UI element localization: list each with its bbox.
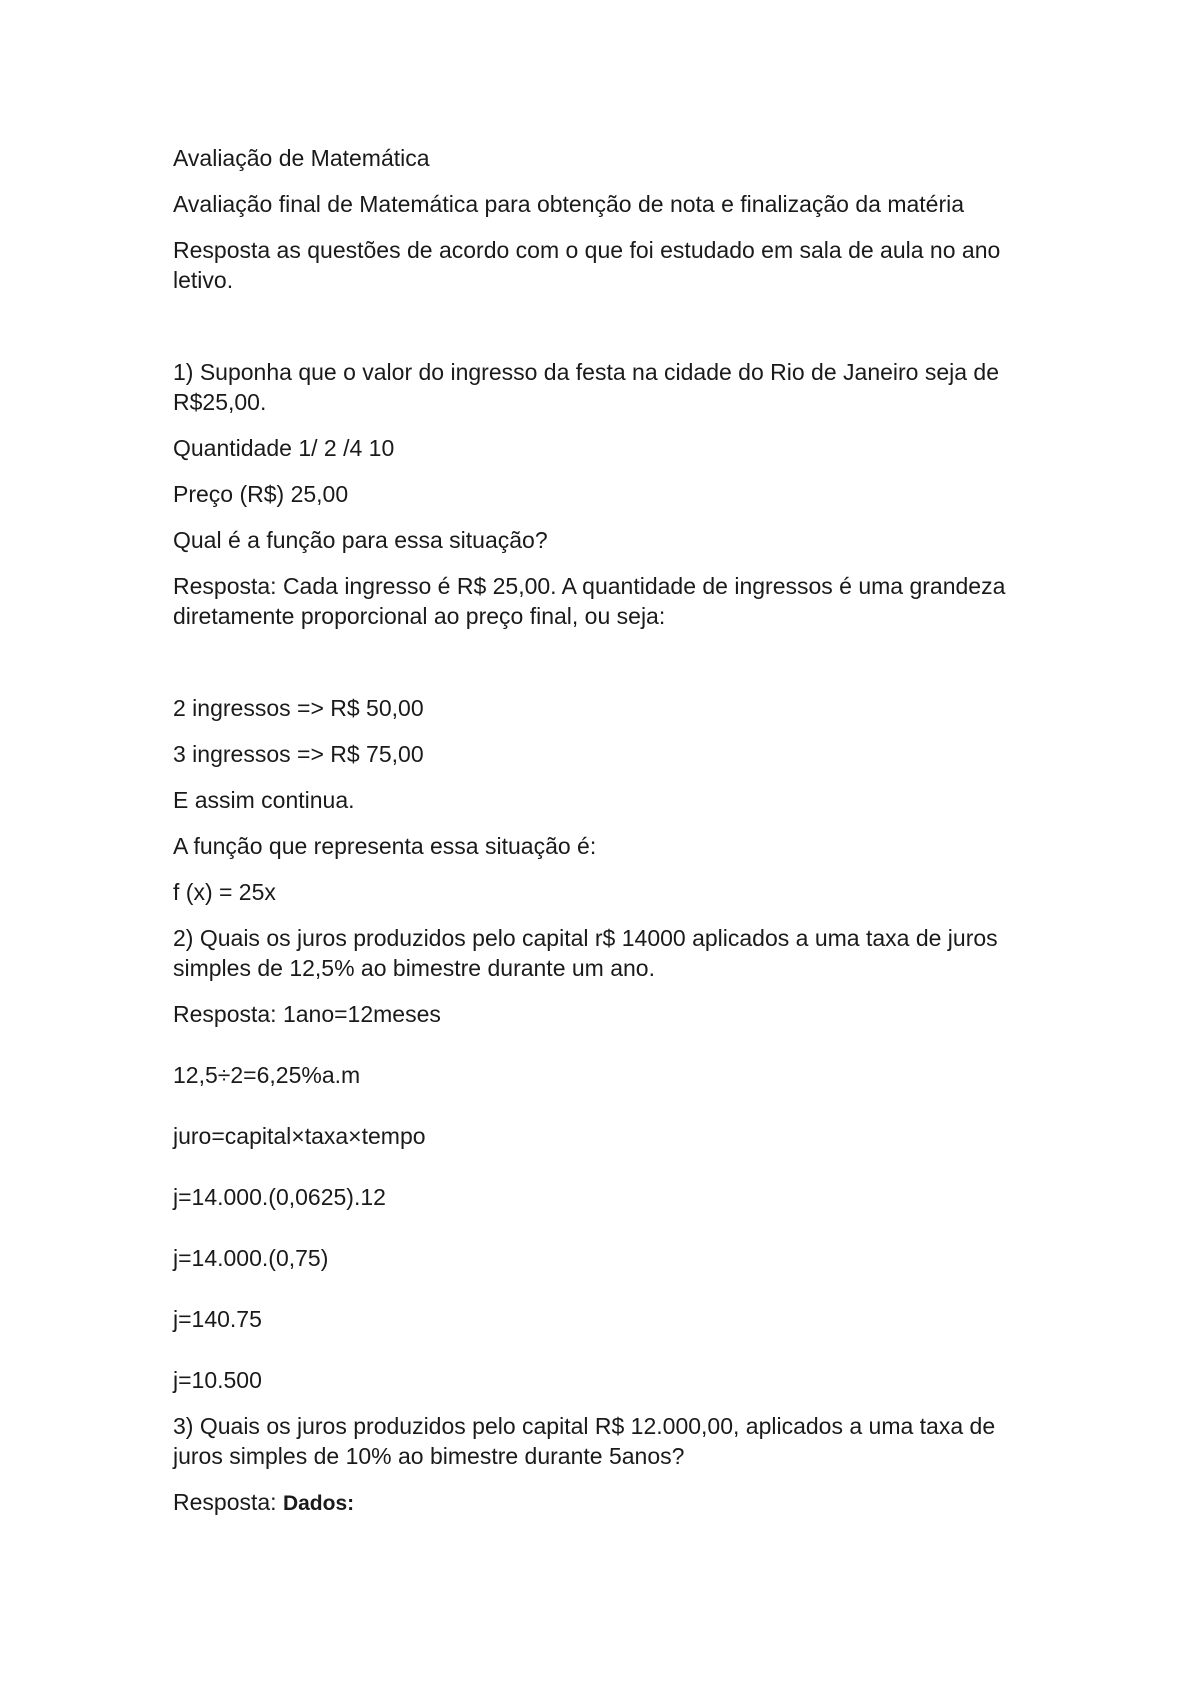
q1-price-row: Preço (R$) 25,00 — [173, 481, 349, 507]
q1-prompt: Qual é a função para essa situação? — [173, 527, 548, 553]
q2-step: j=14.000.(0,0625).12 — [173, 1184, 386, 1210]
q2-step: j=10.500 — [173, 1367, 262, 1393]
q3-answer-prefix: Resposta: — [173, 1489, 283, 1515]
q2-step: j=140.75 — [173, 1306, 262, 1332]
q1-continues: E assim continua. — [173, 787, 355, 813]
q1-function-intro: A função que representa essa situação é: — [173, 833, 597, 859]
q1-example-1: 2 ingressos => R$ 50,00 — [173, 695, 424, 721]
document-subtitle: Avaliação final de Matemática para obtenção de nota e finalização da matéria — [173, 191, 965, 217]
q1-quantity-row: Quantidade 1/ 2 /4 10 — [173, 435, 395, 461]
q3-answer — [173, 1487, 1033, 1519]
question-1: 1) Suponha que o valor do ingresso da festa na cidade do Rio de Janeiro seja de R$25,00. — [173, 359, 1000, 415]
q1-function: f (x) = 25x — [173, 879, 276, 905]
q2-step: juro=capital×taxa×tempo — [173, 1123, 426, 1149]
q2-step: j=14.000.(0,75) — [173, 1245, 329, 1271]
question-3: 3) Quais os juros produzidos pelo capital R$ 12.000,00, aplicados a uma taxa de juros simples de 10% ao bimestre durante 5anos? — [173, 1413, 996, 1469]
q2-step: 12,5÷2=6,25%a.m — [173, 1062, 361, 1088]
document-instructions: Resposta as questões de acordo com o que foi estudado em sala de aula no ano letivo. — [173, 237, 1001, 293]
q2-answer-label: Resposta: 1ano=12meses — [173, 1001, 441, 1027]
document-title: Avaliação de Matemática — [173, 145, 430, 171]
question-2: 2) Quais os juros produzidos pelo capital r$ 14000 aplicados a uma taxa de juros simples de 12,5% ao bimestre durante um ano. — [173, 925, 998, 981]
q3-answer-bold: Dados: — [282, 1492, 355, 1515]
q1-example-2: 3 ingressos => R$ 75,00 — [173, 741, 424, 767]
q1-answer: Resposta: Cada ingresso é R$ 25,00. A quantidade de ingressos é uma grandeza diretamente proporcional ao preço final, ou seja: — [173, 573, 1006, 629]
document-body — [173, 143, 1033, 1519]
